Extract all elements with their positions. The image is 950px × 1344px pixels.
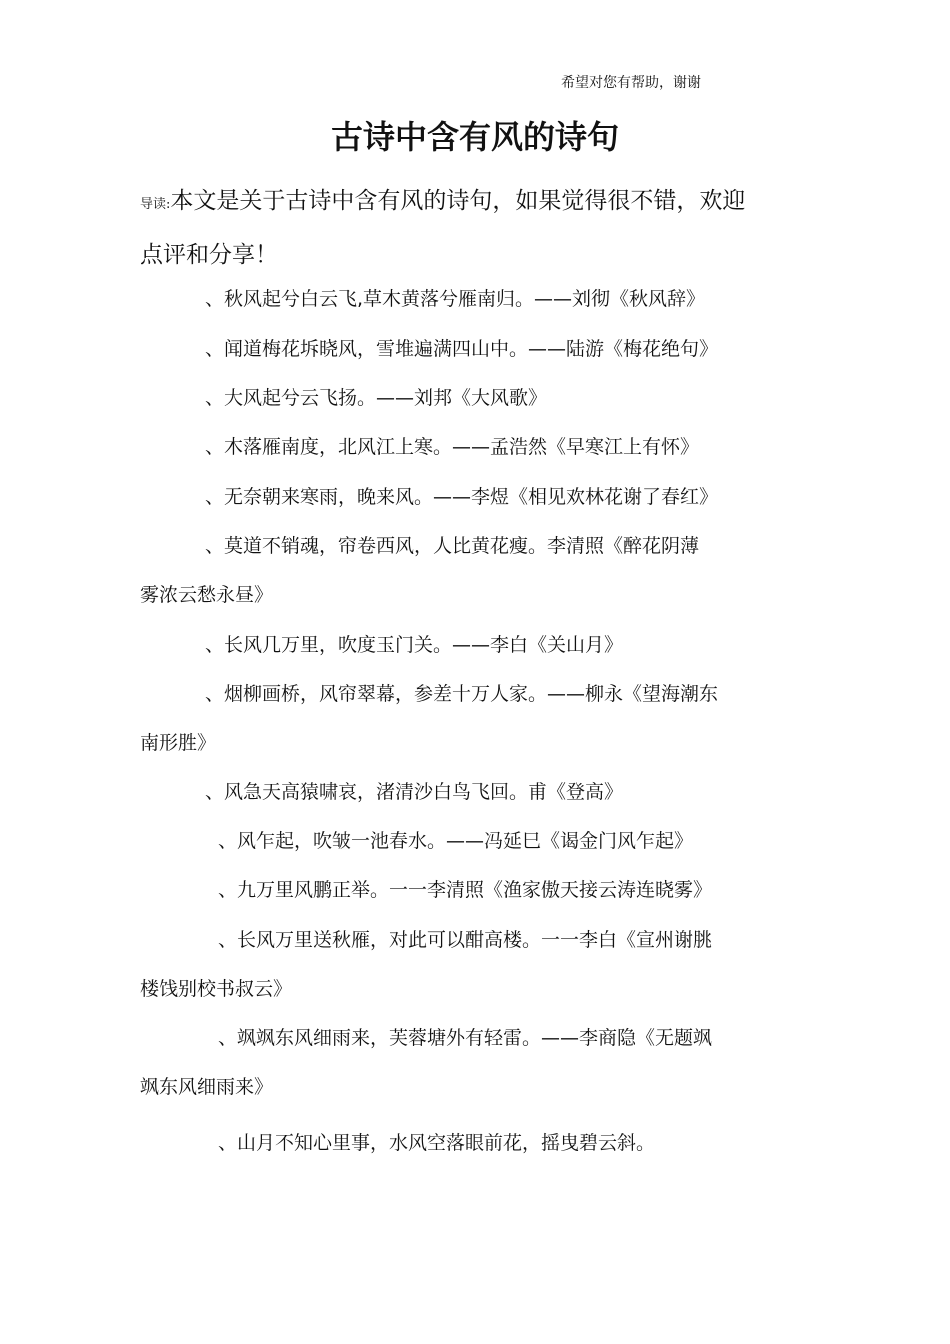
poem-line: 、木落雁南度，北风江上寒。——孟浩然《早寒江上有怀》 xyxy=(205,436,700,458)
poem-line-continued: 楼饯别校书叔云》 xyxy=(140,978,293,1000)
intro-label: 导读: xyxy=(140,197,171,212)
poem-line-continued: 南形胜》 xyxy=(140,732,217,754)
poem-line: 、秋风起兮白云飞,草木黄落兮雁南归。——刘彻《秋风辞》 xyxy=(205,288,706,310)
poem-line: 、长风万里送秋雁，对此可以酣高楼。一一李白《宣州谢朓 xyxy=(218,929,713,951)
page-title: 古诗中含有风的诗句 xyxy=(330,118,619,156)
intro-text-line1: 本文是关于古诗中含有风的诗句，如果觉得很不错，欢迎 xyxy=(170,188,746,214)
poem-line: 、闻道梅花坼晓风，雪堆遍满四山中。——陆游《梅花绝句》 xyxy=(205,338,719,360)
poem-line: 、飒飒东风细雨来，芙蓉塘外有轻雷。——李商隐《无题飒 xyxy=(218,1027,713,1049)
poem-line: 、风乍起，吹皱一池春水。——冯延巳《谒金门风乍起》 xyxy=(218,830,694,852)
header-note: 希望对您有帮助，谢谢 xyxy=(561,75,701,91)
poem-line: 、九万里风鹏正举。一一李清照《渔家傲天接云涛连晓雾》 xyxy=(218,879,713,901)
poem-line: 、烟柳画桥，风帘翠幕，参差十万人家。——柳永《望海潮东 xyxy=(205,683,719,705)
poem-line: 、无奈朝来寒雨，晚来风。——李煜《相见欢林花谢了春红》 xyxy=(205,486,719,508)
poem-line: 、长风几万里，吹度玉门关。——李白《关山月》 xyxy=(205,634,624,656)
poem-line-continued: 飒东风细雨来》 xyxy=(140,1076,274,1098)
poem-line: 、大风起兮云飞扬。——刘邦《大风歌》 xyxy=(205,387,548,409)
intro-paragraph xyxy=(140,176,840,280)
poem-line: 、风急天高猿啸哀，渚清沙白鸟飞回。甫《登高》 xyxy=(205,781,624,803)
intro-text-line2: 点评和分享！ xyxy=(140,242,278,268)
poem-line: 、山月不知心里事，水风空落眼前花，摇曳碧云斜。 xyxy=(218,1132,656,1154)
poem-line-continued: 雾浓云愁永昼》 xyxy=(140,584,274,606)
poem-line: 、莫道不销魂，帘卷西风，人比黄花瘦。李清照《醉花阴薄 xyxy=(205,535,700,557)
